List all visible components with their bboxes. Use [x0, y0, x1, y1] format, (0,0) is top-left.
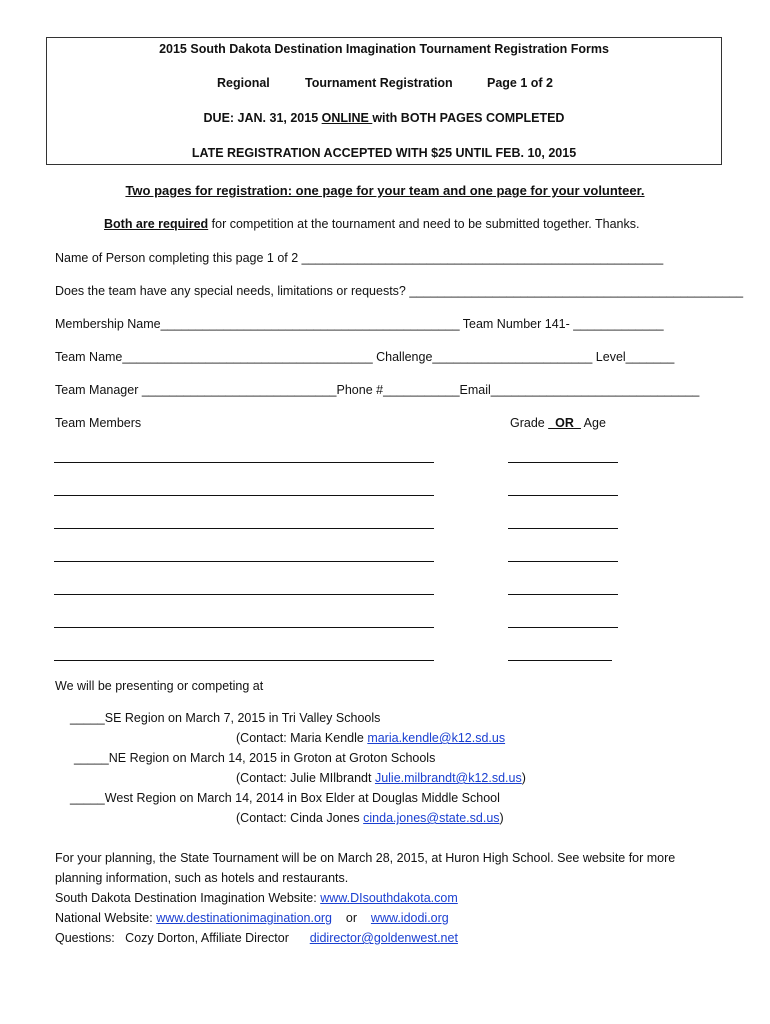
both-required-notice — [104, 217, 639, 231]
member-name-line[interactable] — [54, 561, 434, 562]
sd-website-label: South Dakota Destination Imagination Website: — [55, 891, 321, 905]
due-suffix: with BOTH PAGES COMPLETED — [372, 111, 565, 125]
member-name-line[interactable] — [54, 528, 434, 529]
member-name-line[interactable] — [54, 660, 434, 661]
se-region-option[interactable]: _____SE Region on March 7, 2015 in Tri Valley Schools — [70, 711, 381, 725]
idodi-website-link[interactable]: www.idodi.org — [370, 911, 449, 925]
team-name-field[interactable]: Team Name____________________________________ Challenge_______________________ Level_______ — [55, 350, 675, 364]
presenting-label: We will be presenting or competing at — [55, 679, 264, 693]
ne-contact-text: (Contact: Julie MIlbrandt — [236, 771, 375, 785]
member-name-line[interactable] — [54, 594, 434, 595]
se-contact-text: (Contact: Maria Kendle — [236, 731, 368, 745]
age-text: Age — [580, 416, 606, 430]
west-region-contact — [236, 811, 504, 825]
page-indicator: Page 1 of 2 — [487, 76, 553, 90]
two-pages-notice: Two pages for registration: one page for your team and one page for your volunteer. — [125, 183, 645, 198]
member-grade-line[interactable] — [508, 462, 618, 463]
se-region-contact — [236, 731, 505, 745]
national-website-line — [55, 911, 449, 925]
grade-or: _OR_ — [548, 416, 581, 430]
grade-age-label — [510, 416, 606, 430]
membership-field[interactable]: Membership Name___________________________________________ Team Number 141- _____________ — [55, 317, 664, 331]
due-date: DUE: JAN. 31, 2015 — [203, 111, 322, 125]
se-contact-email-link[interactable]: maria.kendle@k12.sd.us — [367, 731, 506, 745]
both-required-emphasis: Both are required — [104, 217, 209, 231]
member-name-line[interactable] — [54, 627, 434, 628]
ne-contact-email-link[interactable]: Julie.milbrandt@k12.sd.us — [374, 771, 522, 785]
questions-email-link[interactable]: didirector@goldenwest.net — [309, 931, 458, 945]
member-grade-line[interactable] — [508, 528, 618, 529]
special-needs-field[interactable]: Does the team have any special needs, limitations or requests? ________________________________________________ — [55, 284, 744, 298]
member-grade-line[interactable] — [508, 627, 618, 628]
late-registration: LATE REGISTRATION ACCEPTED WITH $25 UNTIL FEB. 10, 2015 — [191, 146, 577, 160]
person-completing-field[interactable]: Name of Person completing this page 1 of 2 ____________________________________________________ — [55, 251, 664, 265]
ne-region-contact — [236, 771, 526, 785]
form-title: 2015 South Dakota Destination Imagination Tournament Registration Forms — [159, 42, 609, 56]
west-contact-text: (Contact: Cinda Jones — [236, 811, 364, 825]
questions-line — [55, 931, 458, 945]
grade-text: Grade — [510, 416, 549, 430]
west-contact-suffix: ) — [499, 811, 504, 825]
regional-label: Regional — [217, 76, 270, 90]
due-online: ONLINE — [321, 111, 373, 125]
tournament-registration-label: Tournament Registration — [305, 76, 453, 90]
team-manager-field[interactable]: Team Manager ____________________________Phone #___________Email______________________________ — [55, 383, 700, 397]
team-members-label: Team Members — [55, 416, 142, 430]
sd-website-line — [55, 891, 458, 905]
both-required-rest: for competition at the tournament and need to be submitted together. Thanks. — [208, 217, 640, 231]
ne-contact-suffix: ) — [521, 771, 526, 785]
questions-label: Questions: Cozy Dorton, Affiliate Director — [55, 931, 310, 945]
sd-website-link[interactable]: www.DIsouthdakota.com — [320, 891, 458, 905]
member-grade-line[interactable] — [508, 561, 618, 562]
member-name-line[interactable] — [54, 495, 434, 496]
planning-text-1: For your planning, the State Tournament will be on March 28, 2015, at Huron High School. See website for more — [55, 851, 676, 865]
ne-region-option[interactable]: _____NE Region on March 14, 2015 in Groton at Groton Schools — [74, 751, 436, 765]
national-website-label: National Website: — [55, 911, 157, 925]
member-name-line[interactable] — [54, 462, 434, 463]
or-text: or — [332, 911, 371, 925]
header-box — [46, 37, 722, 165]
planning-text-2: planning information, such as hotels and restaurants. — [55, 871, 349, 885]
member-grade-line[interactable] — [508, 594, 618, 595]
due-line — [47, 111, 721, 125]
member-grade-line[interactable] — [508, 495, 618, 496]
west-contact-email-link[interactable]: cinda.jones@state.sd.us — [363, 811, 500, 825]
national-website-link[interactable]: www.destinationimagination.org — [156, 911, 333, 925]
west-region-option[interactable]: _____West Region on March 14, 2014 in Box Elder at Douglas Middle School — [70, 791, 500, 805]
member-grade-line[interactable] — [508, 660, 612, 661]
